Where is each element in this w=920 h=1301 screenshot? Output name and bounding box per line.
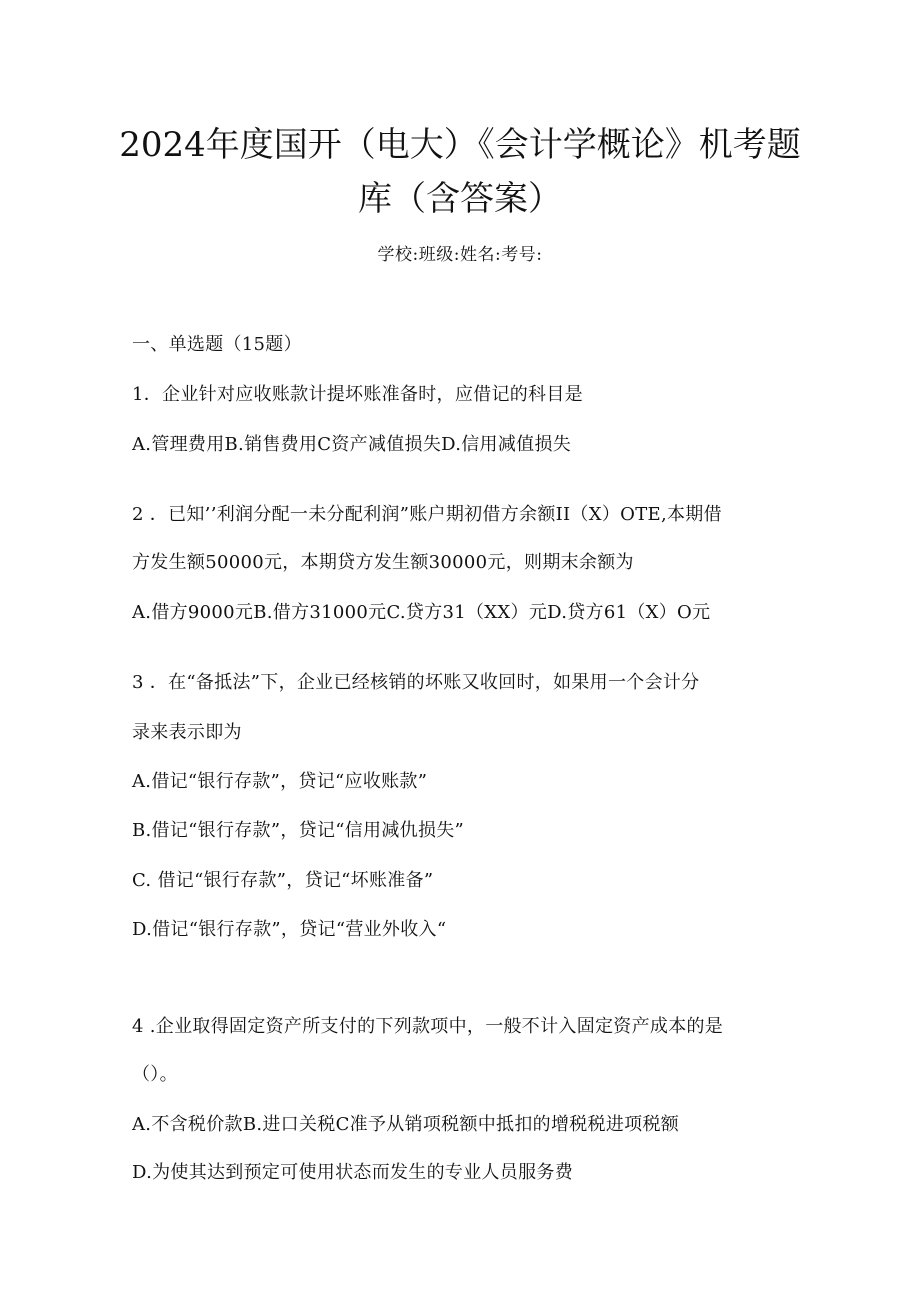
question-3-option-c: C. 借记“银行存款”，贷记“坏账准备” (132, 870, 434, 891)
title-line-1: 2024年度国开（电大）《会计学概论》机考题 (119, 125, 801, 165)
question-2-stem-line-2: 方发生额50000元，本期贷方发生额30000元，则期末余额为 (132, 552, 634, 573)
question-2-options: A.借方9000元B.借方31000元C.贷方31（XX）元D.贷方61（X）O元 (132, 602, 711, 623)
section-heading: 一、单选题（15题） (132, 334, 302, 355)
document-title (100, 118, 820, 226)
question-4-options-line-1: A.不含税价款B.进口关税C准予从销项税额中抵扣的增税税进项税额 (132, 1114, 680, 1135)
question-3-option-d: D.借记“银行存款”，贷记“营业外收入“ (132, 919, 447, 940)
question-3-option-a: A.借记“银行存款”，贷记“应收账款” (132, 771, 428, 792)
question-3-stem-line-1: 3 ．在“备抵法”下，企业已经核销的坏账又收回时，如果用一个会计分 (132, 672, 700, 693)
question-1-stem-line-1: 1．企业针对应收账款计提坏账准备时，应借记的科目是 (132, 384, 583, 405)
student-info-line: 学校:班级:姓名:考号: (377, 245, 543, 265)
question-4-stem-line-1: 4 .企业取得固定资产所支付的下列款项中，一般不计入固定资产成本的是 (132, 1016, 724, 1037)
question-3-option-b: B.借记“银行存款”，贷记“信用减仇损失” (132, 820, 465, 841)
question-4-options-line-2: D.为使其达到预定可使用状态而发生的专业人员服务费 (132, 1162, 574, 1183)
title-line-2: 库（含答案） (358, 179, 562, 219)
question-2-stem-line-1: 2 ．已知’’利润分配一未分配利润”账户期初借方余额II（X）OTE,本期借 (132, 504, 722, 525)
question-4-stem-line-2: （）。 (132, 1064, 178, 1085)
question-3-stem-line-2: 录来表示即为 (132, 722, 242, 743)
question-1-options: A.管理费用B.销售费用C资产减值损失D.信用减值损失 (132, 434, 572, 455)
